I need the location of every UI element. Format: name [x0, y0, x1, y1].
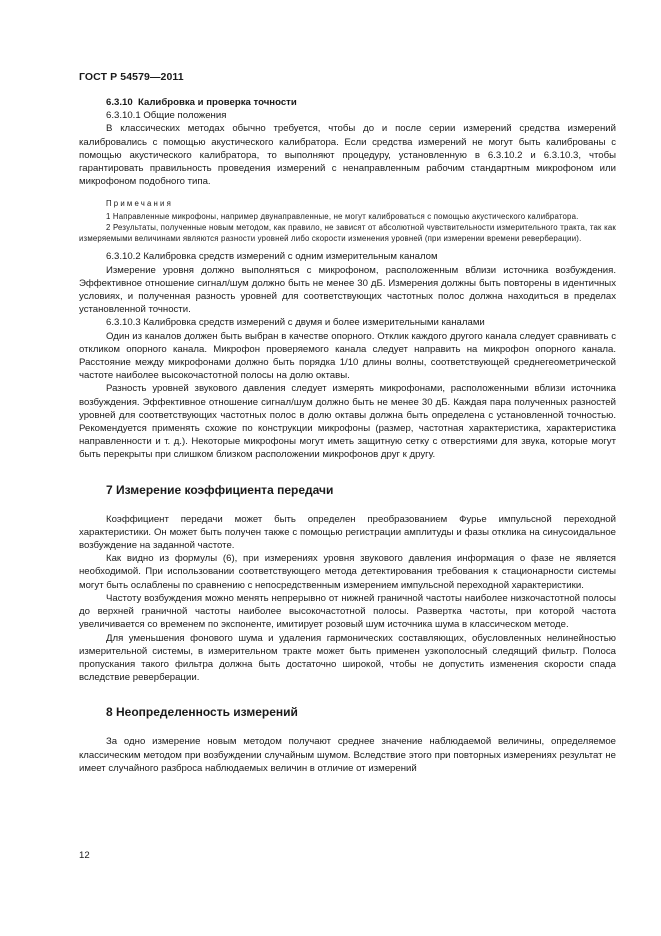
section-6-3-10-heading: [106, 96, 616, 109]
section-8-heading: 8 Неопределенность измерений: [106, 705, 298, 720]
paragraph-transfer-2: Как видно из формулы (6), при измерениях уровня звукового давления информация о фазе не является необходимой. При использовании соответствующего метода детектирования требования к стационарности системы могут быть ослаблены по сравнению с непосредственным измерением импульсной переходной характеристики.: [79, 553, 616, 591]
section-6-3-10-title: Калибровка и проверка точности: [138, 97, 297, 108]
section-6-3-10-1-heading: 6.3.10.1 Общие положения: [106, 110, 227, 122]
paragraph-uncertainty: За одно измерение новым методом получают среднее значение наблюдаемой величины, определяемое классическим методом при возбуждении случайным шумом. Вследствие этого при повторных измерениях результат не имеет случайного разброса наблюдаемых величин в отличие от измерений: [79, 736, 616, 774]
section-6-3-10-number: 6.3.10: [106, 97, 133, 108]
paragraph-transfer-4: Для уменьшения фонового шума и удаления гармонических составляющих, обусловленных нелинейностью измерительной системы, в измерительном тракте может быть применен узкополосный следящий фильтр. Полоса пропускания такого фильтра должна быть достаточно широкой, чтобы не допустить изменения скорости спада вследствие реверберации.: [79, 632, 616, 684]
paragraph-single-channel: Измерение уровня должно выполняться с микрофоном, расположенным вблизи источника возбуждения. Эффективное отношение сигнал/шум должно быть не менее 30 дБ. Измерения должны быть повторены в идентичных условиях, и полученная разность уровней для соответствующих частотных полос должна находиться в пределах установленной точности.: [79, 264, 616, 316]
paragraph-multi-channel-1: Один из каналов должен быть выбран в качестве опорного. Отклик каждого другого канала следует сравнивать с откликом опорного канала. Микрофон проверяемого канала следует направить на микрофон опорного канала. Расстояние между микрофонами должно быть порядка 1/10 длины волны, соответствующей среднегеометрической частоте наиболее высокочастотной полосы на долю октавы.: [79, 330, 616, 382]
section-6-3-10-2-heading: 6.3.10.2 Калибровка средств измерений с одним измерительным каналом: [106, 251, 438, 263]
paragraph-transfer-1: Коэффициент передачи может быть определен преобразованием Фурье импульсной переходной характеристики. Он может быть получен также с помощью регистрации амплитуды и фазы отклика на синусоидальное возбуждение на заданной частоте.: [79, 513, 616, 552]
paragraph-calibration-general: В классических методах обычно требуется, чтобы до и после серии измерений средства измерений калибровались с помощью акустического калибратора. Если средства измерений не могут быть калиброваны с помощью акустического калибратора, то выполняют процедуру, установленную в 6.3.10.2 и 6.3.10.3, чтобы гарантировать правильность проведения измерений с ненаправленным рабочим стандартным микрофоном или микрофоном подобного типа.: [79, 123, 616, 188]
document-body: [79, 96, 616, 775]
section-7-heading: 7 Измерение коэффициента передачи: [106, 482, 334, 497]
document-header: ГОСТ Р 54579—2011: [79, 71, 184, 83]
page-number: 12: [79, 850, 90, 861]
section-6-3-10-3-heading: 6.3.10.3 Калибровка средств измерений с двумя и более измерительными каналами: [106, 317, 485, 329]
paragraph-multi-channel-2: Разность уровней звукового давления следует измерять микрофонами, расположенными вблизи источника возбуждения. Эффективное отношение сигнал/шум должно быть не менее 30 дБ. Каждая пара полученных разностей уровней для соответствующих частотных полос в долю октавы должна быть определена с установленной точностью. Рекомендуется применять схожие по конструкции микрофоны (размер, частотная характеристика, характеристика направленности и т. д.). Некоторые микрофоны могут иметь защитную сетку с отверстиями для звука, которые могут быть перекрыты при слишком близком расположении микрофонов друг к другу.: [79, 383, 616, 461]
note-2: 2 Результаты, полученные новым методом, как правило, не зависят от абсолютной чувствительности измерительного тракта, так как измеряемыми величинами являются разности уровней либо скорости изменения уровней (при измерении времени реверберации).: [79, 223, 616, 244]
notes-title: Примечания: [106, 199, 174, 209]
paragraph-transfer-3: Частоту возбуждения можно менять непрерывно от нижней граничной частоты наиболее низкочастотной полосы до верхней граничной частоты наиболее высокочастотной полосы. Развертка частоты, при которой частота увеличивается со временем по экспоненте, имитирует розовый шум источника шума в классическом методе.: [79, 592, 616, 631]
note-1: 1 Направленные микрофоны, например двунаправленные, не могут калиброваться с помощью акустического калибратора.: [106, 212, 579, 222]
